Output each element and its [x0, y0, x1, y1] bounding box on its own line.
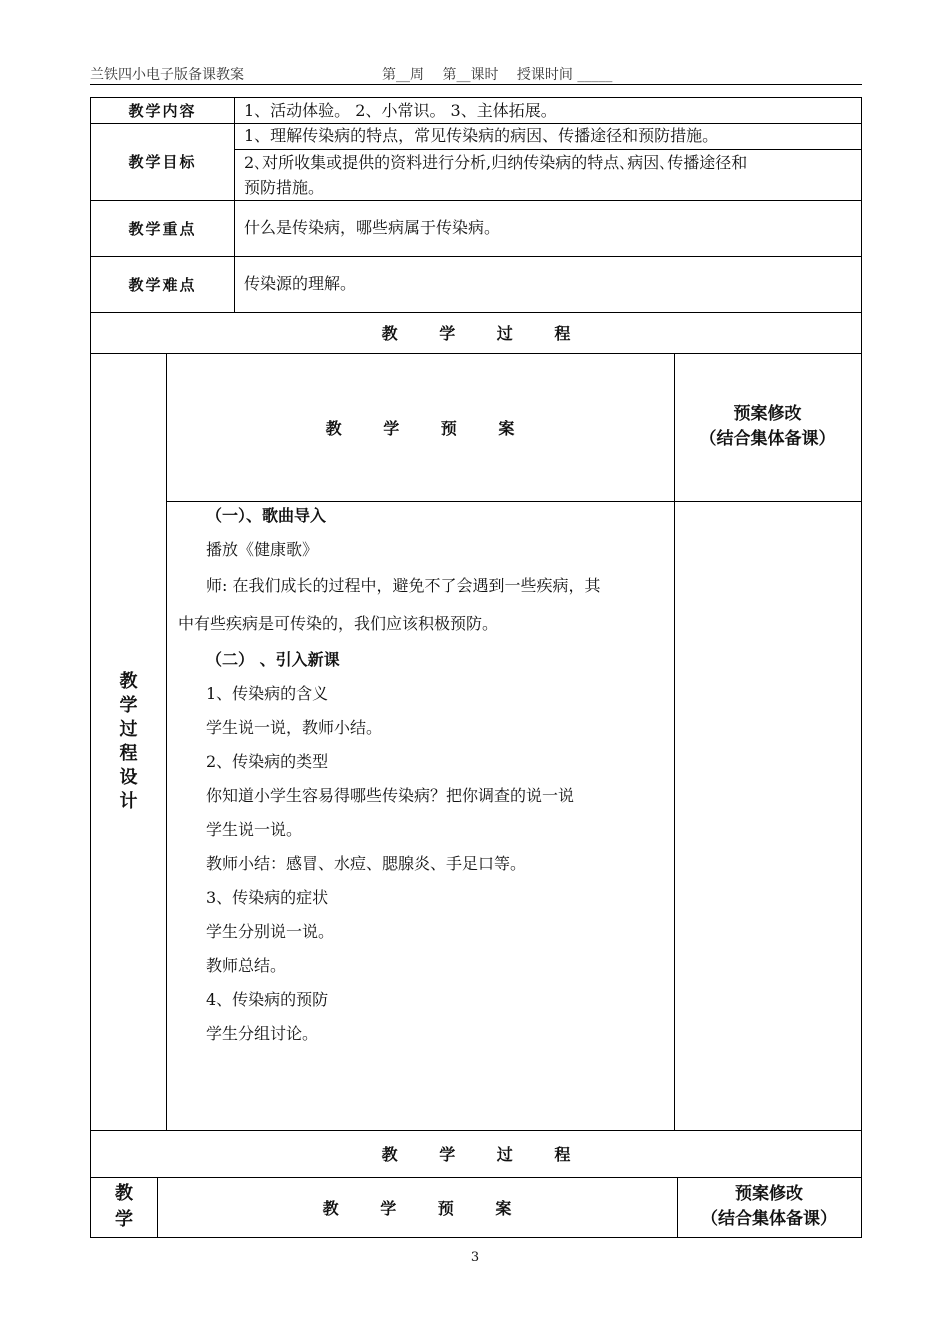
key-value: 什么是传染病，哪些病属于传染病。 [234, 200, 862, 257]
side-char: 过 [119, 718, 138, 740]
side-char: 程 [119, 742, 138, 764]
header-schedule [382, 64, 626, 84]
lesson-line: 师: 在我们成长的过程中，避免不了会遇到一些疾病，其 [206, 576, 601, 595]
process-title [90, 312, 862, 354]
mod-header [674, 353, 862, 502]
key-label: 教学重点 [90, 200, 235, 257]
lesson-line: 学生说一说。 [206, 820, 303, 839]
side-char: 教 [115, 1183, 133, 1204]
lesson-line: 学生说一说，教师小结。 [206, 718, 383, 737]
mod-header-2-line-2: （结合集体备课） [701, 1209, 837, 1229]
lesson-line: 学生分别说一说。 [206, 922, 335, 941]
lesson-text [178, 499, 670, 1051]
side-char: 设 [119, 766, 138, 788]
goal-line-2a: 2､对所收集或提供的资料进行分析,归纳传染病的特点､病因､传播途径和 [244, 153, 748, 172]
mod-header-line-1: 预案修改 [733, 404, 802, 424]
lesson-line: 教师总结。 [206, 956, 287, 975]
section-1-title: （一）、歌曲导入 [206, 506, 327, 525]
lesson-line: 你知道小学生容易得哪些传染病？把你调查的说一说 [206, 786, 575, 805]
mod-header-2-line-1: 预案修改 [735, 1184, 803, 1204]
goal-line-2 [234, 150, 871, 200]
process-title-2 [90, 1130, 862, 1178]
plan-header-2 [157, 1177, 678, 1238]
lesson-line: 2、传染病的类型 [206, 752, 329, 771]
header-rule [90, 84, 862, 85]
lesson-line: 1、传染病的含义 [206, 684, 329, 703]
goal-cell [234, 123, 862, 201]
goal-label: 教学目标 [90, 123, 235, 201]
school-name: 兰铁四小电子版备课教案 [90, 67, 244, 83]
goal-line-1: 1、理解传染病的特点，常见传染病的病因、传播途径和预防措施。 [234, 123, 861, 150]
lesson-line: 播放《健康歌》 [206, 540, 319, 559]
content-label: 教学内容 [90, 97, 235, 124]
week-field: 第__周 [382, 67, 424, 83]
mod-header-line-2: （结合集体备课） [699, 429, 836, 449]
page-number: 3 [470, 1250, 480, 1265]
process-side-label [90, 353, 167, 1131]
goal-line-2b: 预防措施。 [244, 178, 325, 197]
side-char: 学 [119, 694, 138, 716]
period-field: 第__课时 [442, 67, 499, 83]
mod-body [674, 501, 862, 1131]
mod-header-2 [677, 1177, 862, 1238]
lesson-line: 中有些疾病是可传染的，我们应该积极预防。 [178, 614, 499, 633]
lesson-line: 4、传染病的预防 [206, 990, 329, 1009]
difficulty-value: 传染源的理解。 [234, 256, 862, 313]
section-2-title: （二） 、引入新课 [206, 650, 340, 669]
plan-header [166, 353, 675, 502]
page-header [90, 64, 862, 84]
process-title-text: 教 学 过 程 [381, 324, 589, 343]
content-value: 1、活动体验。 2、小常识。 3、主体拓展。 [234, 97, 862, 124]
process2-side-label [90, 1177, 158, 1238]
time-field: 授课时间 _____ [516, 67, 613, 83]
difficulty-label: 教学难点 [90, 256, 235, 313]
process-title-2-text: 教 学 过 程 [381, 1145, 589, 1164]
side-char: 计 [119, 790, 138, 812]
lesson-line: 教师小结：感冒、水痘、腮腺炎、手足口等。 [206, 854, 527, 873]
plan-header-2-text: 教 学 预 案 [322, 1198, 530, 1218]
plan-header-text: 教 学 预 案 [325, 418, 533, 438]
side-char: 学 [115, 1209, 133, 1230]
side-char: 教 [119, 670, 138, 692]
lesson-line: 学生分组讨论。 [206, 1024, 319, 1043]
lesson-line: 3、传染病的症状 [206, 888, 329, 907]
